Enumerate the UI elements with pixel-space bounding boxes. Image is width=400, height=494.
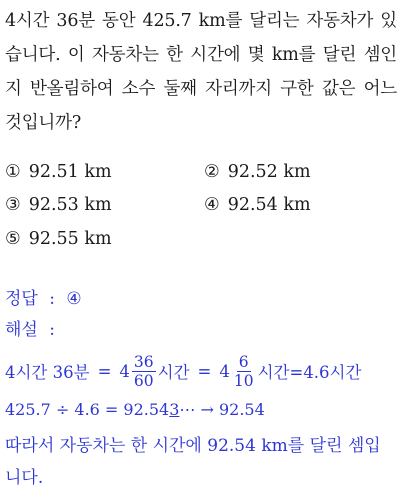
fraction-36-60	[132, 353, 156, 390]
division-suffix: ⋯ → 92.54	[179, 400, 265, 419]
equals-sign-2: =	[197, 361, 212, 381]
explanation-heading: 해설	[5, 320, 38, 340]
mixed-whole-2: 4	[219, 361, 230, 381]
answer-label: 정답	[5, 289, 38, 309]
fraction-1-denominator: 60	[133, 371, 154, 390]
answer-line	[5, 287, 82, 311]
answer-value: ④	[66, 289, 82, 309]
option-3-text: 92.53 km	[28, 195, 112, 215]
unit-hours-1: 시간	[157, 363, 190, 382]
option-1-number: ①	[5, 162, 21, 182]
conversion-lhs: 4시간 36분	[5, 363, 90, 382]
option-2-number: ②	[204, 162, 220, 182]
explanation-heading-line	[5, 318, 55, 342]
fraction-6-10	[232, 353, 256, 390]
option-4[interactable]	[204, 194, 311, 216]
equals-sign-1: =	[97, 361, 112, 381]
option-5-number: ⑤	[5, 229, 21, 249]
division-line	[5, 398, 265, 422]
time-conversion-line	[5, 347, 361, 395]
mixed-whole-1: 4	[119, 361, 130, 381]
conclusion-text: 따라서 자동차는 한 시간에 92.54 km를 달린 셈입니다.	[5, 436, 381, 488]
fraction-1-numerator: 36	[133, 352, 154, 371]
option-4-number: ④	[204, 195, 220, 215]
fraction-2-denominator: 10	[233, 371, 254, 390]
question-text: 4시간 36분 동안 425.7 km를 달리는 자동차가 있습니다. 이 자동차는 한 시간에 몇 km를 달린 셈인지 반올림하여 소수 둘째 자리까지 구한 값은 어느 것입니까?	[5, 11, 397, 133]
option-2-text: 92.52 km	[227, 162, 311, 182]
explanation-separator: :	[49, 320, 55, 340]
division-prefix: 425.7 ÷ 4.6 = 92.54	[5, 400, 170, 419]
answer-separator: :	[49, 289, 55, 309]
option-5[interactable]	[5, 228, 112, 250]
option-3-number: ③	[5, 195, 21, 215]
option-1-text: 92.51 km	[28, 162, 112, 182]
option-2[interactable]	[204, 161, 311, 183]
option-5-text: 92.55 km	[28, 229, 112, 249]
option-1[interactable]	[5, 161, 112, 183]
division-underlined-digit: 3	[169, 400, 180, 419]
unit-hours-result: 시간=4.6시간	[257, 363, 362, 382]
option-3[interactable]	[5, 194, 112, 216]
fraction-2-numerator: 6	[238, 352, 249, 371]
option-4-text: 92.54 km	[227, 195, 311, 215]
